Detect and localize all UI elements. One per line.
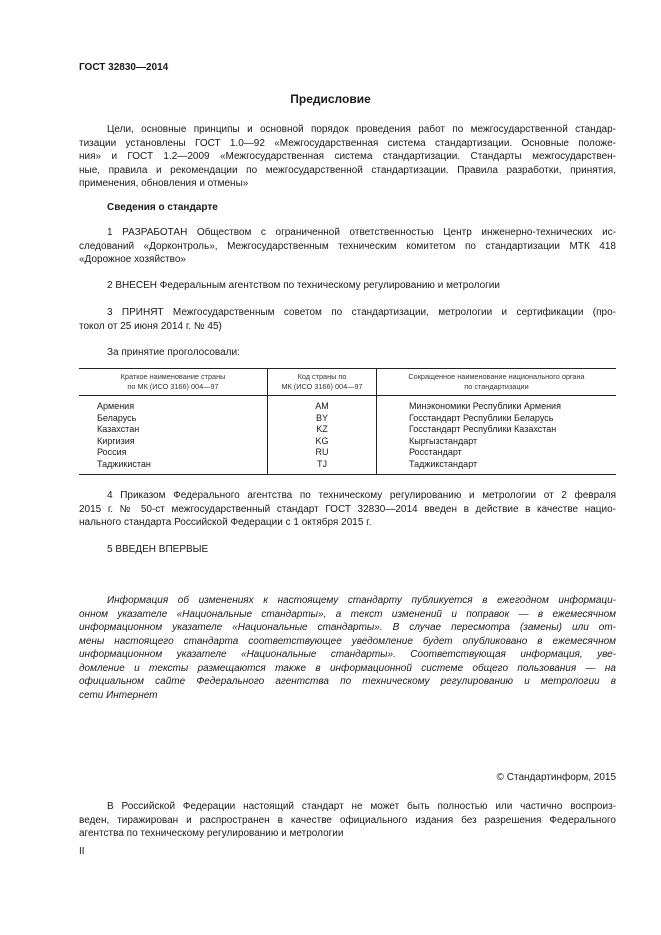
country-cell: Казахстан bbox=[97, 424, 140, 434]
item-1-line: 1 РАЗРАБОТАН Обществом с ограниченной ответственностью Центр инженерно-технических ис- bbox=[107, 227, 616, 238]
intro-line: применения, обновления и отмены» bbox=[79, 178, 249, 189]
code-cell: BY bbox=[268, 413, 377, 425]
body-cell: Госстандарт Республики Казахстан bbox=[377, 424, 617, 436]
column-header-code bbox=[268, 369, 377, 396]
code-cell: KZ bbox=[268, 424, 377, 436]
item-4-line: 2015 г. № 50-ст межгосударственный стандарт ГОСТ 32830—2014 введен в действие в качестве нацио- bbox=[79, 503, 616, 515]
item-1-paragraph bbox=[79, 226, 616, 267]
info-line: информационном указателе «Национальные стандарты». В случае пересмотра (замены) или от- bbox=[79, 622, 616, 633]
info-line: онном указателе «Национальные стандарты», а текст изменений и поправок — в ежемесячном bbox=[79, 608, 616, 620]
voting-table bbox=[79, 368, 616, 475]
body-cell: Минэкономики Республики Армения bbox=[377, 396, 617, 413]
item-3-line: токол от 25 июня 2014 г. № 45) bbox=[79, 320, 222, 332]
column-header-line: Код страны по bbox=[297, 372, 347, 381]
code-cell: TJ bbox=[268, 459, 377, 475]
document-header: ГОСТ 32830—2014 bbox=[79, 62, 169, 73]
section-heading: Сведения о стандарте bbox=[107, 202, 218, 213]
table-row bbox=[79, 413, 616, 425]
info-line: Информация об изменениях к настоящему стандарту публикуется в ежегодном информаци- bbox=[107, 595, 616, 606]
country-cell: Киргизия bbox=[97, 435, 135, 446]
column-header-country bbox=[79, 369, 268, 396]
column-header-line: Сокращенное наименование национального органа bbox=[408, 372, 585, 381]
info-line: домление и тексты размещаются также в информационной системе общего пользования — на bbox=[79, 662, 616, 674]
voted-label: За принятие проголосовали: bbox=[107, 347, 240, 358]
table-row bbox=[79, 447, 616, 459]
country-cell: Россия bbox=[97, 447, 127, 457]
intro-line: Цели, основные принципы и основной порядок проведения работ по межгосударственной стандар- bbox=[107, 124, 616, 135]
table-row bbox=[79, 396, 616, 413]
intro-line: ные, правила и рекомендации по межгосударственной стандартизации. Правила разработки, принятия, bbox=[79, 164, 616, 176]
item-1-line: «Дорожное хозяйство» bbox=[79, 254, 186, 265]
item-4-paragraph bbox=[79, 489, 616, 530]
table-row bbox=[79, 424, 616, 436]
table-row bbox=[79, 436, 616, 448]
item-4-line: 4 Приказом Федерального агентства по техническому регулированию и метрологии от 2 февраля bbox=[107, 490, 616, 501]
info-line: мены настоящего стандарта соответствующее уведомление будет опубликовано в ежемесячном bbox=[79, 635, 616, 647]
rights-line: В Российской Федерации настоящий стандарт не может быть полностью или частично воспроиз- bbox=[107, 801, 616, 812]
rights-line: агентства по техническому регулированию и метрологии bbox=[79, 828, 344, 839]
item-5-paragraph: 5 ВВЕДЕН ВПЕРВЫЕ bbox=[107, 544, 209, 555]
intro-paragraph bbox=[79, 123, 616, 191]
column-header-line: Краткое наименование страны bbox=[120, 372, 226, 381]
page-number: II bbox=[79, 846, 85, 857]
rights-line: веден, тиражирован и распространен в качестве официального издания без разрешения Федерального bbox=[79, 814, 616, 826]
body-cell: Росстандарт bbox=[377, 447, 617, 459]
item-1-line: следований «Дорконтроль», Межгосударственным техническим комитетом по стандартизации МТК 418 bbox=[79, 240, 616, 252]
column-header-line: по МК (ИСО 3166) 004—97 bbox=[127, 382, 219, 391]
table-header-row bbox=[79, 369, 616, 396]
code-cell: RU bbox=[268, 447, 377, 459]
item-4-line: нального стандарта Российской Федерации с 1 октября 2015 г. bbox=[79, 517, 372, 528]
country-cell: Армения bbox=[97, 401, 135, 411]
info-line: сети Интернет bbox=[79, 689, 158, 701]
intro-line: тизации установлены ГОСТ 1.0—92 «Межгосударственная система стандартизации. Основные положе- bbox=[79, 137, 616, 149]
rights-notice bbox=[79, 800, 616, 841]
intro-line: ния» и ГОСТ 1.2—2009 «Межгосударственная система стандартизации. Стандарты межгосударствен- bbox=[79, 151, 616, 162]
info-notice bbox=[79, 594, 616, 702]
country-cell: Таджикистан bbox=[79, 459, 268, 475]
country-cell: Беларусь bbox=[97, 412, 137, 423]
column-header-line: МК (ИСО 3166) 004—97 bbox=[281, 382, 363, 391]
info-line: официальном сайте Федерального агентства по техническому регулированию и метрологии в bbox=[79, 676, 616, 687]
table-row bbox=[79, 459, 616, 475]
item-3-line: 3 ПРИНЯТ Межгосударственным советом по стандартизации, метрологии и сертификации (про- bbox=[107, 307, 616, 318]
page-title: Предисловие bbox=[290, 92, 371, 106]
item-3-paragraph bbox=[79, 306, 616, 333]
body-cell: Таджикстандарт bbox=[377, 459, 617, 475]
item-2-paragraph: 2 ВНЕСЕН Федеральным агентством по техническому регулированию и метрологии bbox=[107, 280, 500, 291]
column-header-body bbox=[377, 369, 617, 396]
body-cell: Госстандарт Республики Беларусь bbox=[377, 413, 617, 425]
info-line: информационном указателе «Национальные стандарты». Соответствующая информация, уве- bbox=[79, 649, 616, 660]
column-header-line: по стандартизации bbox=[464, 382, 529, 391]
body-cell: Кыргызстандарт bbox=[377, 436, 617, 448]
copyright-notice: © Стандартинформ, 2015 bbox=[496, 772, 616, 783]
code-cell: KG bbox=[268, 436, 377, 448]
code-cell: AM bbox=[268, 396, 377, 413]
